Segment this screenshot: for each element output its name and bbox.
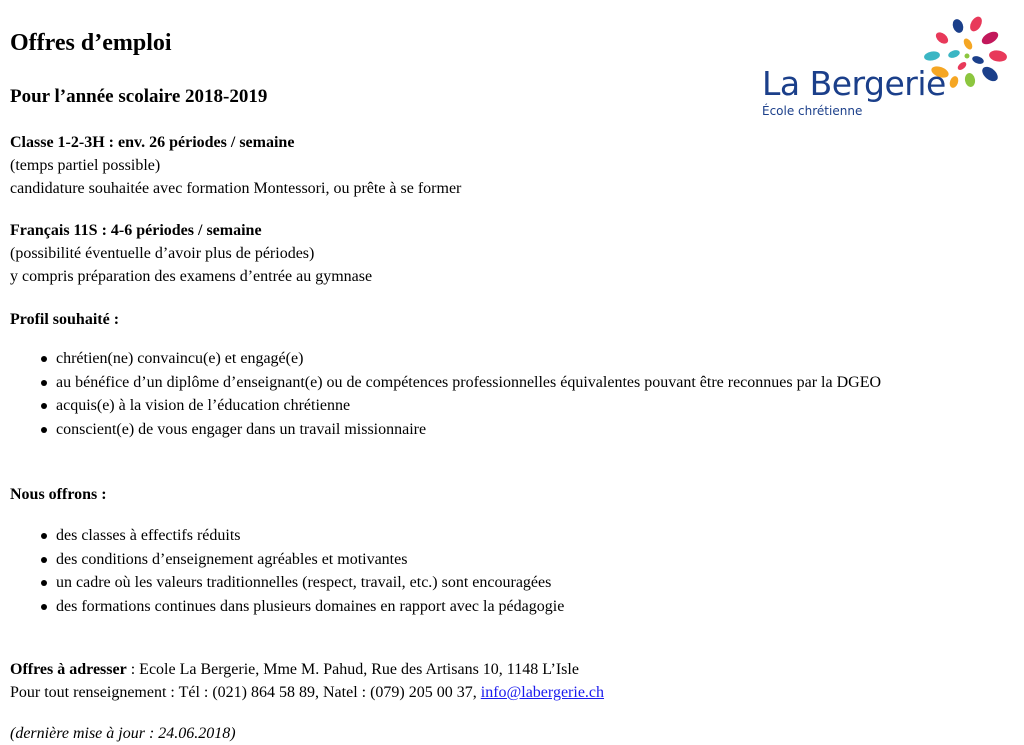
logo-name: La Bergerie: [762, 64, 946, 103]
contact-info: Pour tout renseignement : Tél : (021) 864 58 89, Natel : (079) 205 00 37,: [10, 684, 481, 701]
contact-address: : Ecole La Bergerie, Mme M. Pahud, Rue des Artisans 10, 1148 L’Isle: [126, 661, 579, 678]
list-item: des conditions d’enseignement agréables et motivantes: [10, 548, 564, 572]
page-subtitle: Pour l’année scolaire 2018-2019: [10, 86, 268, 107]
list-item: au bénéfice d’un diplôme d’enseignant(e) ou de compétences professionnelles équivalentes pouvant être reconnues par la DGEO: [10, 371, 881, 395]
offer-line: y compris préparation des examens d’entrée au gymnase: [10, 268, 373, 285]
contact-address-line: [10, 658, 604, 681]
last-update-note: (dernière mise à jour : 24.06.2018): [10, 725, 236, 742]
contact-info-line: [10, 681, 604, 704]
school-logo: [760, 14, 1010, 124]
profile-list: [10, 347, 881, 441]
offer-line: (possibilité éventuelle d’avoir plus de périodes): [10, 245, 315, 262]
we-offer-heading: Nous offrons :: [10, 486, 107, 503]
list-item: des formations continues dans plusieurs domaines en rapport avec la pédagogie: [10, 595, 564, 619]
offer-class-123h: [10, 131, 461, 200]
contact-block: [10, 658, 604, 704]
logo-tagline: École chrétienne: [762, 104, 863, 118]
list-item: acquis(e) à la vision de l’éducation chrétienne: [10, 394, 881, 418]
offer-francais-11s: [10, 219, 372, 288]
list-item: des classes à effectifs réduits: [10, 524, 564, 548]
list-item: conscient(e) de vous engager dans un travail missionnaire: [10, 418, 881, 442]
list-item: chrétien(ne) convaincu(e) et engagé(e): [10, 347, 881, 371]
page-title: Offres d’emploi: [10, 30, 172, 56]
offer-heading: Français 11S : 4-6 périodes / semaine: [10, 222, 262, 239]
offer-line: (temps partiel possible): [10, 157, 161, 174]
profile-heading: Profil souhaité :: [10, 311, 120, 328]
email-link[interactable]: info@labergerie.ch: [480, 684, 605, 701]
list-item: un cadre où les valeurs traditionnelles (respect, travail, etc.) sont encouragées: [10, 571, 564, 595]
we-offer-list: [10, 524, 564, 618]
offer-line: candidature souhaitée avec formation Montessori, ou prête à se former: [10, 180, 462, 197]
offer-heading: Classe 1-2-3H : env. 26 périodes / semaine: [10, 134, 295, 151]
contact-label: Offres à adresser: [10, 661, 127, 678]
